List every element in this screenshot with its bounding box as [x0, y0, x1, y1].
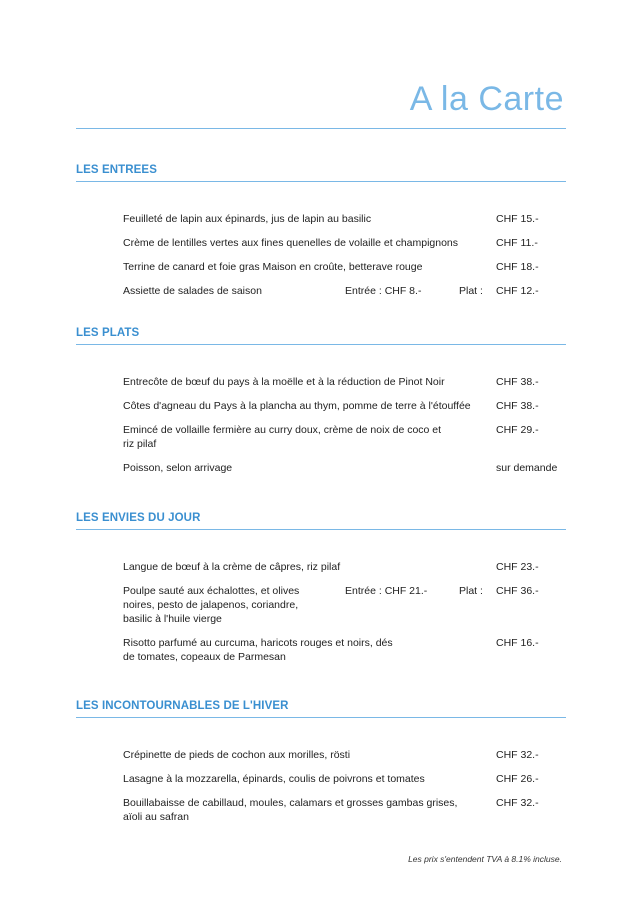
menu-item [123, 212, 566, 226]
menu-item-name: Poulpe sauté aux échalottes, et olives noires, pesto de jalapenos, coriandre, basilic à l'huile vierge [123, 585, 300, 625]
menu-item [123, 236, 566, 250]
menu-item-price: CHF 38.- [496, 376, 539, 388]
menu-item-entree-price: Entrée : CHF 21.- [345, 585, 428, 597]
section-heading: LES PLATS [76, 327, 566, 345]
section-plats [76, 327, 566, 474]
section-envies-du-jour [76, 512, 566, 663]
menu-item-price: CHF 15.- [496, 213, 539, 225]
menu-item [123, 461, 566, 475]
menu-item-price: CHF 32.- [496, 749, 539, 761]
menu-item [123, 423, 566, 451]
menu-item-name: Lasagne à la mozzarella, épinards, coulis de poivrons et tomates [123, 773, 425, 785]
menu-item-name: Langue de bœuf à la crème de câpres, riz pilaf [123, 561, 341, 573]
section-heading: LES ENVIES DU JOUR [76, 512, 566, 530]
page-title: A la Carte [409, 80, 564, 118]
menu-item-price: sur demande [496, 462, 558, 474]
menu-item-price: CHF 26.- [496, 773, 539, 785]
menu-item [123, 772, 566, 786]
menu-item [123, 399, 566, 413]
menu-item [123, 260, 566, 274]
section-entrees [76, 164, 566, 297]
menu-item-entree-price: Entrée : CHF 8.- [345, 285, 422, 297]
menu-item [123, 748, 566, 762]
menu-item [123, 584, 566, 626]
menu-item-price: CHF 38.- [496, 400, 539, 412]
menu-item-name: Assiette de salades de saison [123, 285, 262, 297]
menu-item-plat-label: Plat : [459, 285, 483, 297]
menu-item-price: CHF 36.- [496, 585, 539, 597]
menu-item-name: Risotto parfumé au curcuma, haricots rouges et noirs, dés de tomates, copeaux de Parmesan [123, 637, 393, 663]
section-incontournables-hiver [76, 700, 566, 823]
menu-item-price: CHF 18.- [496, 261, 539, 273]
menu-item-name: Crème de lentilles vertes aux fines quenelles de volaille et champignons [123, 237, 459, 249]
menu-item [123, 375, 566, 389]
menu-item-plat-label: Plat : [459, 585, 483, 597]
menu-item-name: Côtes d'agneau du Pays à la plancha au thym, pomme de terre à l'étouffée [123, 400, 471, 412]
price-footnote: Les prix s'entendent TVA à 8.1% incluse. [408, 854, 562, 864]
menu-item-name: Feuilleté de lapin aux épinards, jus de lapin au basilic [123, 213, 372, 225]
menu-item [123, 636, 566, 664]
menu-item-price: CHF 29.- [496, 424, 539, 436]
menu-item-price: CHF 23.- [496, 561, 539, 573]
menu-item-name: Crépinette de pieds de cochon aux morilles, rösti [123, 749, 351, 761]
menu-item-name: Emincé de vollaille fermière au curry doux, crème de noix de coco et riz pilaf [123, 424, 442, 450]
menu-item [123, 560, 566, 574]
title-divider [76, 128, 566, 129]
menu-item [123, 284, 566, 298]
menu-item [123, 796, 566, 824]
menu-item-name: Poisson, selon arrivage [123, 462, 233, 474]
menu-item-price: CHF 16.- [496, 637, 539, 649]
menu-item-price: CHF 32.- [496, 797, 539, 809]
menu-item-price: CHF 11.- [496, 237, 538, 249]
menu-item-price: CHF 12.- [496, 285, 539, 297]
section-heading: LES ENTREES [76, 164, 566, 182]
menu-item-name: Entrecôte de bœuf du pays à la moëlle et à la réduction de Pinot Noir [123, 376, 445, 388]
menu-item-name: Terrine de canard et foie gras Maison en croûte, betterave rouge [123, 261, 423, 273]
section-heading: LES INCONTOURNABLES DE L'HIVER [76, 700, 566, 718]
menu-item-name: Bouillabaisse de cabillaud, moules, calamars et grosses gambas grises, aïoli au safran [123, 797, 458, 823]
